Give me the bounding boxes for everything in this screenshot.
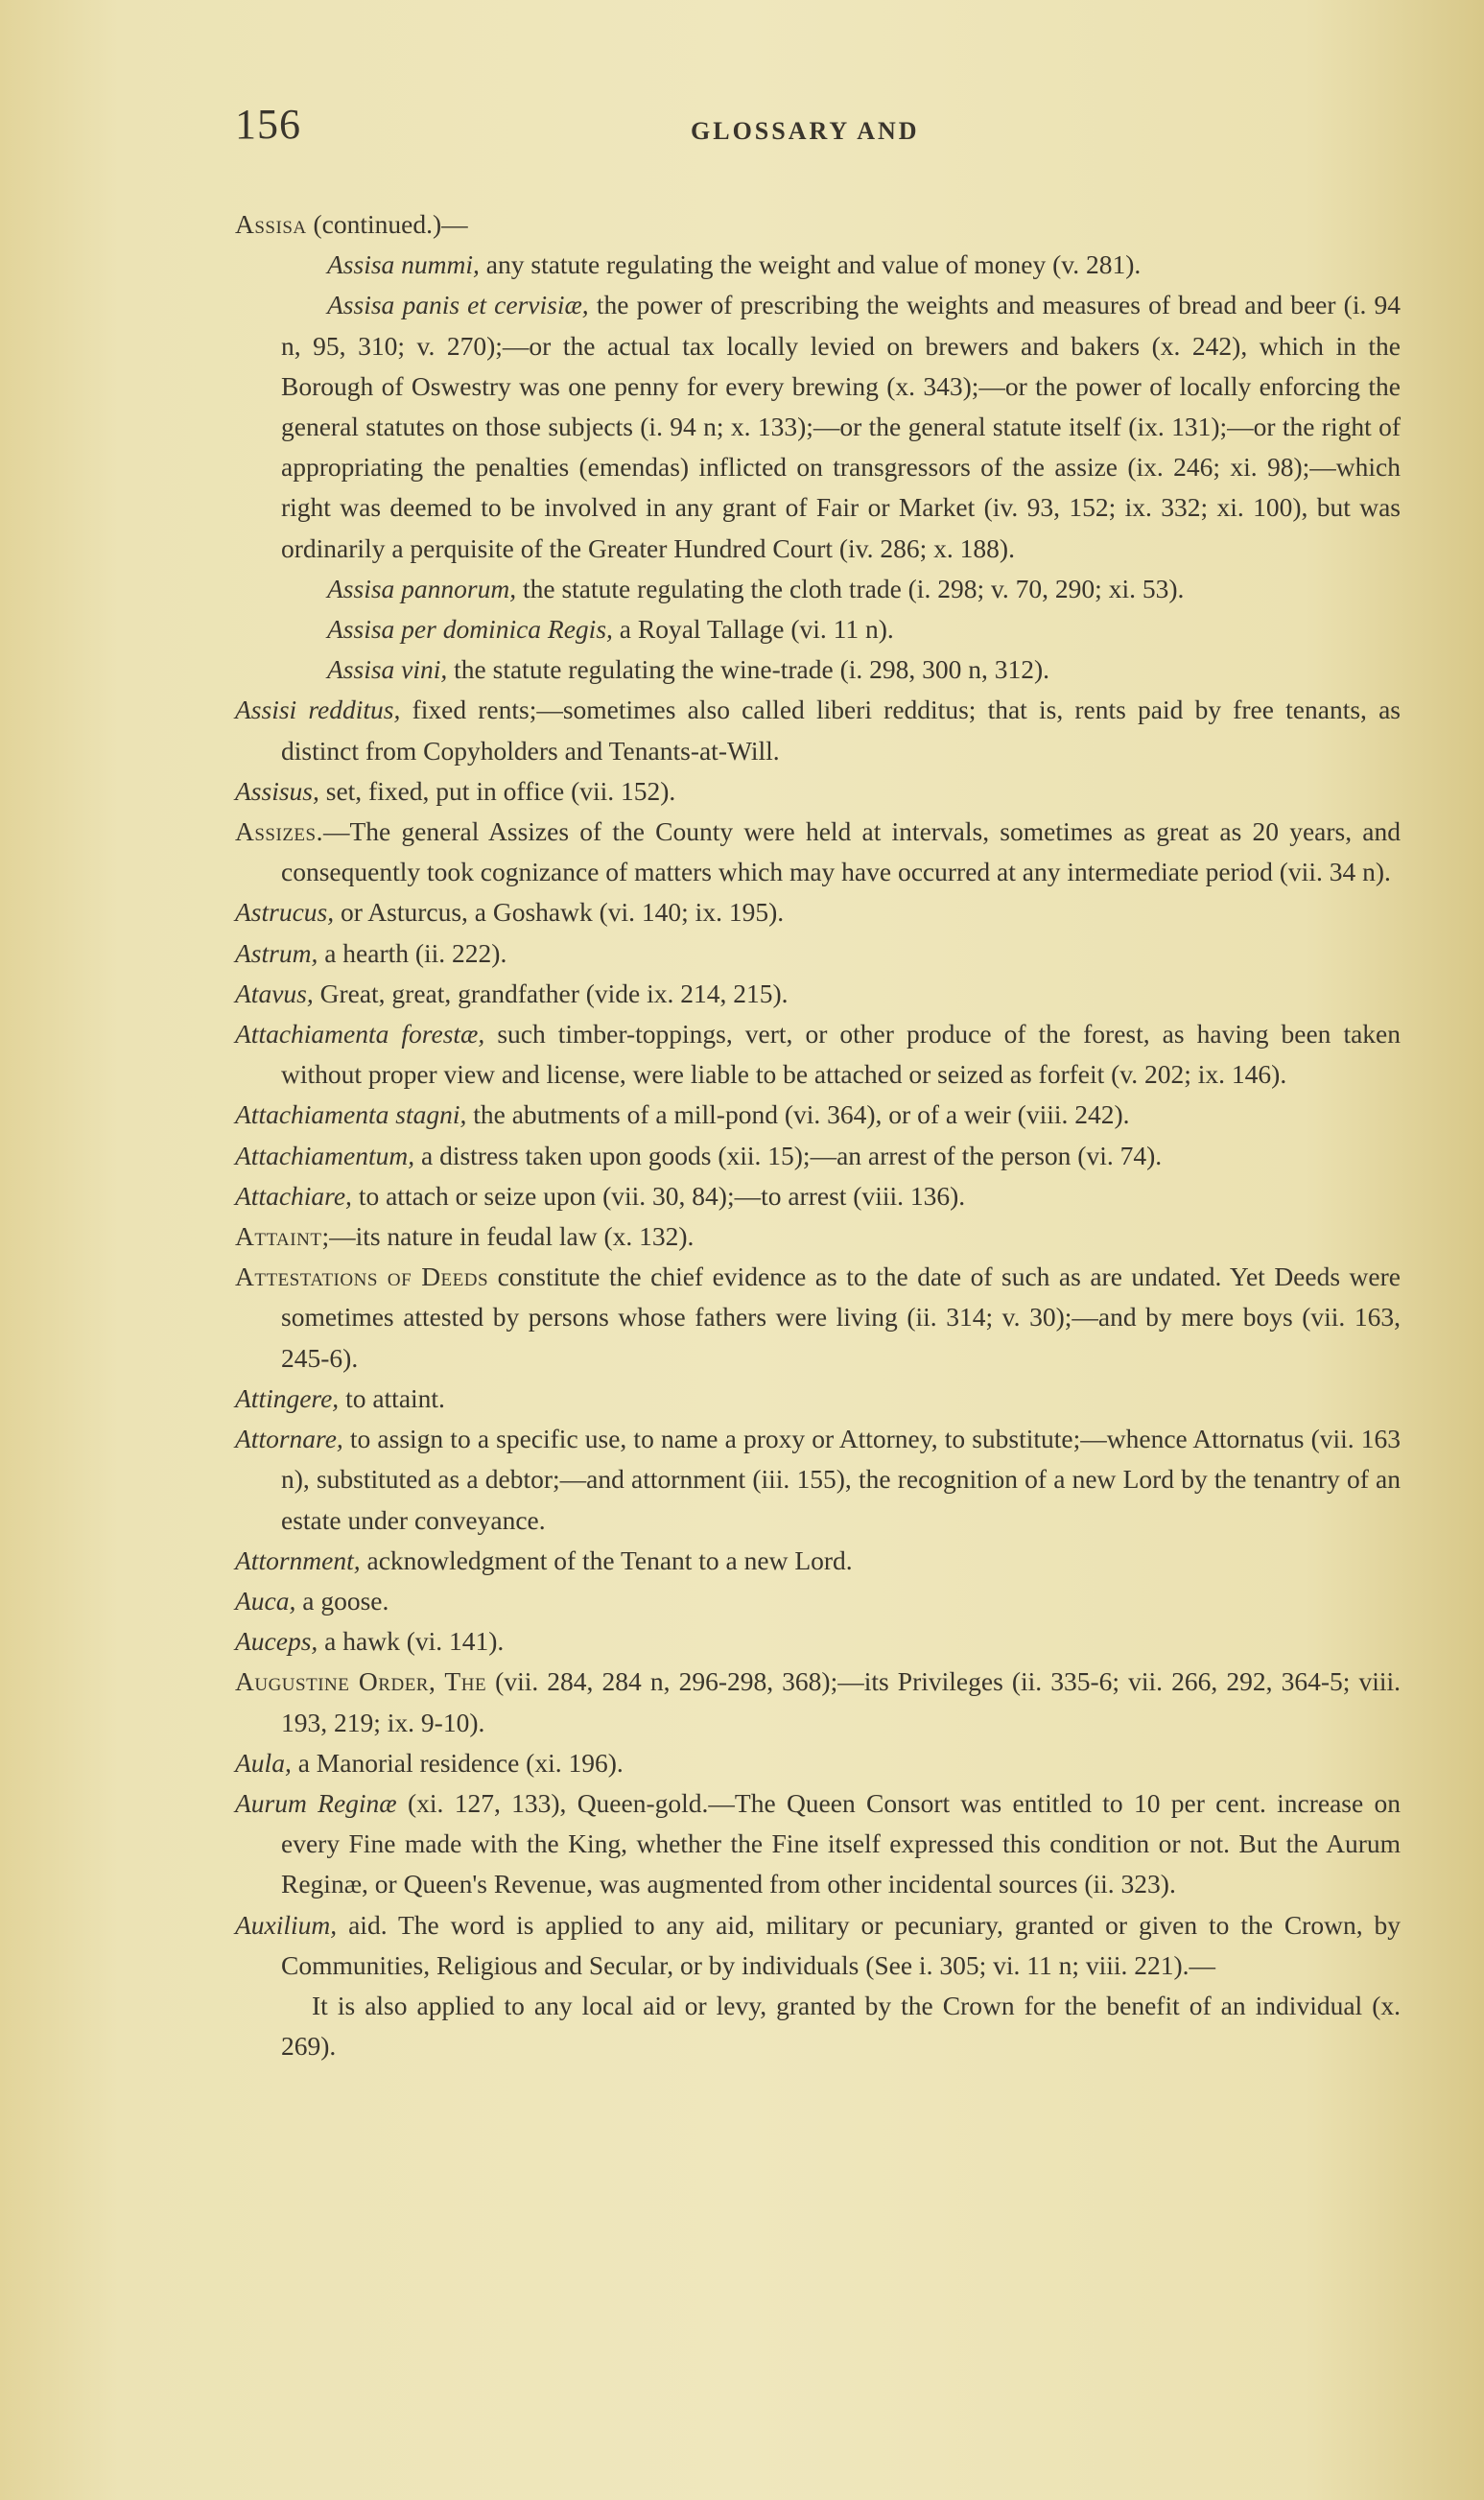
entry-headword: Auceps,: [235, 1626, 318, 1657]
glossary-entry: [235, 1662, 1401, 1742]
glossary-entry: [235, 569, 1401, 609]
entry-headword: Attornment,: [235, 1545, 361, 1575]
entry-separator: [480, 249, 486, 279]
glossary-entry: [235, 892, 1401, 932]
entry-headword: Assisa pannorum,: [327, 573, 517, 603]
entry-definition: aid. The word is applied to any aid, military or pecuniary, granted or given to the Crown, by Communities, Religious and Secular, or by individuals (See i. 305; vi. 11 n; viii. 221).—: [281, 1909, 1401, 1980]
entry-definition: the abutments of a mill-pond (vi. 364), or of a weir (viii. 242).: [473, 1099, 1130, 1130]
entry-separator: [484, 1019, 497, 1049]
entry-definition: a Royal Tallage (vi. 11 n).: [619, 614, 894, 645]
entry-definition: to attaint.: [345, 1382, 445, 1413]
entry-headword: Assisa per dominica Regis,: [327, 614, 613, 645]
entry-definition: to attach or seize upon (vii. 30, 84);—to arrest (viii. 136).: [358, 1180, 966, 1211]
entry-separator: [414, 1141, 421, 1170]
entry-definition: acknowledgment of the Tenant to a new Lord.: [366, 1545, 853, 1575]
entry-headword: Assisus,: [235, 775, 319, 806]
glossary-entry: [235, 1541, 1401, 1581]
entry-headword: Attaint: [235, 1221, 322, 1252]
entry-headword: Assisa vini,: [327, 654, 448, 685]
glossary-entry: [235, 245, 1401, 285]
glossary-entry: [235, 771, 1401, 812]
entry-separator: [292, 1748, 298, 1778]
page-header: [235, 100, 1405, 157]
entry-separator: [361, 1545, 367, 1575]
entry-headword: Auca,: [235, 1585, 296, 1616]
entry-headword: Attingere,: [235, 1382, 340, 1413]
entry-definition: (vii. 284, 284 n, 296-298, 368);—its Privileges (ii. 335-6; vii. 266, 292, 364-5; viii. 193, 219; ix. 9-10).: [281, 1666, 1401, 1737]
entry-headword: Attachiamenta forestæ,: [235, 1019, 485, 1050]
glossary-entry: [235, 1743, 1401, 1783]
entry-definition: the power of prescribing the weights and measures of bread and beer (i. 94 n, 95, 310; v. 270);—or the actual tax locally levied on brewers and bakers (x. 242), which in the Borough of Oswestry was one penny for every brewing (x. 343);—or the power of locally enforcing the general statutes on those subjects (i. 94 n; x. 133);—or the general statute itself (ix. 131);—or the right of appropriating the penalties (emendas) inflicted on transgressors of the assize (ix. 246; xi. 98);—which right was deemed to be involved in any grant of Fair or Market (iv. 93, 152; ix. 332; xi. 100), but was ordinarily a perquisite of the Greater Hundred Court (iv. 286; x. 188).: [281, 290, 1401, 563]
glossary-entry: [235, 690, 1401, 770]
entry-definition: (continued.)—: [313, 209, 468, 239]
glossary-entry: [235, 1986, 1401, 2066]
glossary-entries: [235, 204, 1401, 2066]
entry-headword: Attachiamenta stagni,: [235, 1099, 467, 1130]
entry-definition: ;—its nature in feudal law (x. 132).: [321, 1221, 695, 1252]
entry-definition: to assign to a specific use, to name a proxy or Attorney, to substitute;—whence Attornatus (vii. 163 n), substituted as a debtor;—and attornment (iii. 155), the recognition of a new Lord by the tenantry of an estate under conveyance.: [281, 1424, 1402, 1535]
entry-definition: constitute the chief evidence as to the date of such as are undated. Yet Deeds were sometimes attested by persons whose fathers were living (ii. 314; v. 30);—and by mere boys (vii. 163, 245-6).: [281, 1262, 1401, 1373]
glossary-entry: [235, 1621, 1401, 1662]
entry-headword: Assisi redditus,: [235, 695, 401, 725]
entry-definition: a hawk (vi. 141).: [324, 1626, 505, 1657]
entry-definition: a hearth (ii. 222).: [324, 937, 507, 968]
entry-definition: such timber-toppings, vert, or other produce of the forest, as having been taken without proper view and license, were liable to be attached or seized as forfeit (v. 202; ix. 146).: [281, 1019, 1402, 1090]
glossary-entry: [235, 1419, 1401, 1541]
entry-headword: Attestations of Deeds: [235, 1262, 489, 1292]
entry-headword: Aurum Reginæ: [235, 1787, 397, 1818]
entry-definition: a goose.: [302, 1585, 389, 1616]
glossary-entry: [235, 1176, 1401, 1216]
glossary-entry: [235, 1257, 1401, 1379]
entry-definition: or Asturcus, a Goshawk (vi. 140; ix. 195).: [341, 897, 785, 928]
entry-separator: [319, 776, 326, 806]
entry-separator: [516, 574, 523, 603]
entry-headword: Astrum,: [235, 937, 318, 968]
entry-separator: [397, 1788, 408, 1818]
glossary-entry: [235, 1095, 1401, 1135]
glossary-entry: [235, 974, 1401, 1014]
entry-headword: Attachiamentum,: [235, 1140, 415, 1170]
page-number: 156: [235, 101, 301, 148]
entry-definition: fixed rents;—sometimes also called liberi redditus; that is, rents paid by free tenants, as distinct from Copyholders and Tenants-at-Will.: [281, 695, 1402, 766]
entry-headword: Assisa panis et cervisiæ,: [327, 290, 589, 320]
entry-definition: (xi. 127, 133), Queen-gold.—The Queen Consort was entitled to 10 per cent. increase on every Fine made with the King, whether the Fine itself expressed this condition or not. But the Aurum Reginæ, or Queen's Revenue, was augmented from other incidental sources (ii. 323).: [281, 1787, 1402, 1899]
glossary-entry: [235, 1216, 1401, 1257]
entry-separator: [589, 290, 597, 319]
entry-headword: Attachiare,: [235, 1180, 352, 1211]
entry-headword: Aula,: [235, 1747, 292, 1778]
glossary-entry: [235, 609, 1401, 649]
entry-headword: Attornare,: [235, 1424, 343, 1454]
running-head: GLOSSARY AND: [691, 117, 920, 145]
glossary-entry: [235, 933, 1401, 974]
entry-headword: Assisa: [235, 209, 307, 239]
entry-headword: Astrucus,: [235, 897, 335, 928]
entry-headword: Auxilium,: [235, 1909, 338, 1940]
entry-definition: It is also applied to any local aid or levy, granted by the Crown for the benefit of an individual (x. 269).: [281, 1990, 1401, 2062]
glossary-entry: [235, 812, 1401, 892]
glossary-entry: [235, 285, 1401, 568]
glossary-entry: [235, 649, 1401, 690]
glossary-entry: [235, 1136, 1401, 1176]
entry-definition: any statute regulating the weight and value of money (v. 281).: [485, 249, 1142, 280]
entry-definition: a distress taken upon goods (xii. 15);—an arrest of the person (vi. 74).: [421, 1140, 1163, 1170]
glossary-entry: [235, 1014, 1401, 1095]
entry-separator: [337, 1910, 348, 1940]
entry-separator: [488, 1262, 498, 1291]
glossary-entry: [235, 204, 1401, 245]
entry-definition: the statute regulating the wine-trade (i. 298, 300 n, 312).: [454, 654, 1050, 685]
entry-separator: [314, 979, 320, 1008]
glossary-entry: [235, 1783, 1401, 1905]
entry-definition: the statute regulating the cloth trade (i. 298; v. 70, 290; xi. 53).: [522, 573, 1185, 603]
entry-separator: [486, 1666, 495, 1696]
entry-definition: —The general Assizes of the County were held at intervals, sometimes as great as 20 years, and consequently took cognizance of matters which may have occurred at any intermediate period (vii. 34 n).: [281, 816, 1401, 887]
glossary-entry: [235, 1905, 1401, 1986]
entry-separator: [343, 1424, 350, 1453]
entry-definition: a Manorial residence (xi. 196).: [297, 1747, 624, 1778]
entry-separator: [613, 614, 620, 644]
entry-separator: [334, 897, 341, 927]
entry-headword: Assisa nummi,: [327, 249, 480, 280]
glossary-entry: [235, 1581, 1401, 1621]
entry-headword: Atavus,: [235, 978, 314, 1008]
entry-separator: [400, 695, 412, 724]
entry-separator: [352, 1181, 359, 1211]
entry-definition: set, fixed, put in office (vii. 152).: [325, 775, 676, 806]
glossary-entry: [235, 1379, 1401, 1419]
entry-headword: Assizes.: [235, 816, 323, 847]
entry-headword: Augustine Order, The: [235, 1666, 487, 1697]
entry-definition: Great, great, grandfather (vide ix. 214, 215).: [319, 978, 789, 1008]
